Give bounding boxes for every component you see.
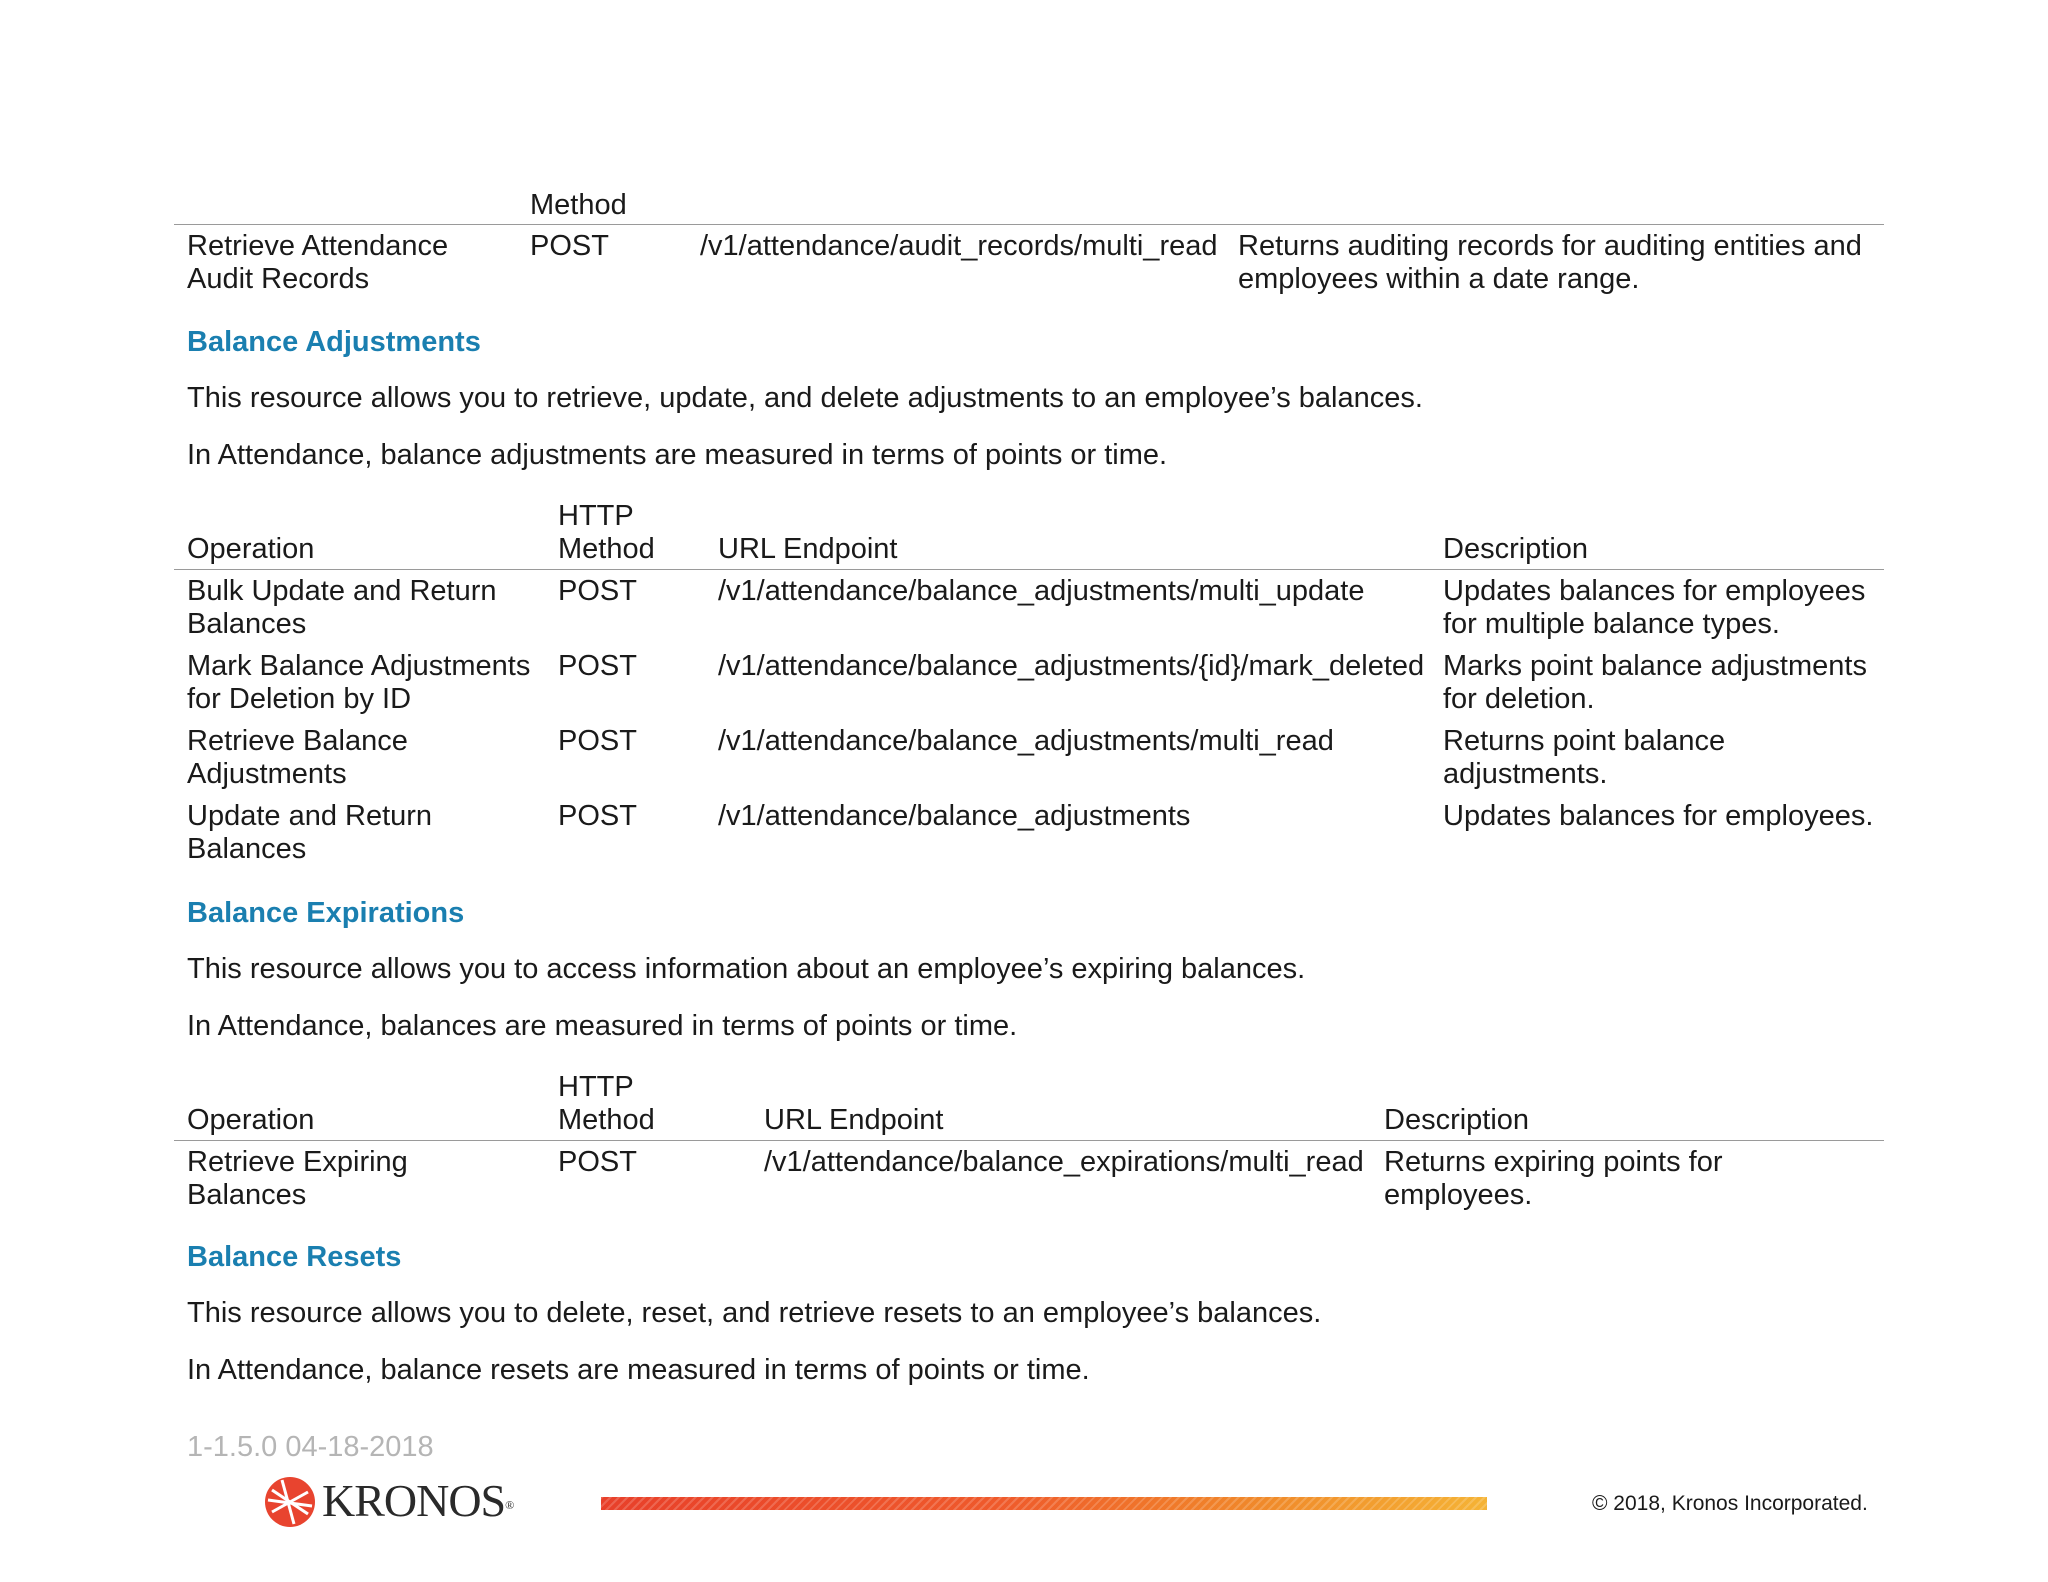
description-cell-line2: adjustments. [1443,758,1608,790]
table-header-rule [174,224,1884,225]
method-cell: POST [558,725,637,757]
header-method-line1: HTTP [558,500,634,532]
section-paragraph: In Attendance, balance resets are measured in terms of points or time. [187,1354,1090,1386]
operation-cell-line2: Balances [187,1179,307,1211]
description-cell: Updates balances for employees. [1443,800,1874,832]
endpoint-cell: /v1/attendance/balance_expirations/multi_read [764,1146,1364,1178]
description-cell: Returns expiring points for [1384,1146,1723,1178]
description-cell-line2: employees. [1384,1179,1533,1211]
table-header-method-partial: Method [530,189,627,221]
operation-cell: Retrieve Expiring [187,1146,408,1178]
section-heading-balance-expirations: Balance Expirations [187,897,465,929]
logo-registered-mark: ® [505,1498,514,1512]
description-cell: Returns point balance [1443,725,1726,757]
header-endpoint: URL Endpoint [718,533,898,565]
method-cell: POST [558,800,637,832]
operation-cell-line2: Balances [187,608,307,640]
description-cell-line2: for deletion. [1443,683,1595,715]
method-cell: POST [530,230,609,262]
kronos-logo [264,1474,514,1530]
header-endpoint: URL Endpoint [764,1104,944,1136]
description-cell: Marks point balance adjustments [1443,650,1867,682]
logo-wordmark: KRONOS [322,1475,506,1526]
header-operation: Operation [187,1104,315,1136]
operation-cell: Mark Balance Adjustments [187,650,531,682]
operation-cell: Bulk Update and Return [187,575,497,607]
header-method-line2: Method [558,1104,655,1136]
header-method-line1: HTTP [558,1071,634,1103]
footer-gradient-bar [601,1497,1487,1510]
header-method-line2: Method [558,533,655,565]
version-label: 1-1.5.0 04-18-2018 [187,1431,434,1463]
operation-cell-line2: Balances [187,833,307,865]
endpoint-cell: /v1/attendance/balance_adjustments/multi_update [718,575,1365,607]
header-description: Description [1443,533,1589,565]
section-paragraph: This resource allows you to retrieve, update, and delete adjustments to an employee’s balances. [187,382,1423,414]
method-cell: POST [558,650,637,682]
endpoint-cell: /v1/attendance/audit_records/multi_read [700,230,1218,262]
table-header-rule [174,1140,1884,1141]
operation-cell: Update and Return [187,800,433,832]
kronos-logo-icon [264,1476,316,1528]
table-header-rule [174,569,1884,570]
endpoint-cell: /v1/attendance/balance_adjustments/{id}/mark_deleted [718,650,1425,682]
header-description: Description [1384,1104,1530,1136]
section-paragraph: In Attendance, balances are measured in terms of points or time. [187,1010,1018,1042]
operation-cell: Retrieve Attendance [187,230,449,262]
section-paragraph: This resource allows you to delete, reset, and retrieve resets to an employee’s balances. [187,1297,1322,1329]
endpoint-cell: /v1/attendance/balance_adjustments [718,800,1191,832]
description-cell: Updates balances for employees [1443,575,1866,607]
section-heading-balance-resets: Balance Resets [187,1241,402,1273]
operation-cell-line2: Adjustments [187,758,347,790]
section-heading-balance-adjustments: Balance Adjustments [187,326,481,358]
description-cell-line2: for multiple balance types. [1443,608,1780,640]
section-paragraph: This resource allows you to access information about an employee’s expiring balances. [187,953,1306,985]
operation-cell-line2: Audit Records [187,263,370,295]
description-cell-line2: employees within a date range. [1238,263,1640,295]
operation-cell: Retrieve Balance [187,725,408,757]
copyright-text: © 2018, Kronos Incorporated. [1592,1492,1868,1515]
section-paragraph: In Attendance, balance adjustments are measured in terms of points or time. [187,439,1168,471]
header-operation: Operation [187,533,315,565]
method-cell: POST [558,575,637,607]
description-cell: Returns auditing records for auditing entities and [1238,230,1862,262]
operation-cell-line2: for Deletion by ID [187,683,412,715]
kronos-logo-text [322,1476,513,1526]
method-cell: POST [558,1146,637,1178]
endpoint-cell: /v1/attendance/balance_adjustments/multi_read [718,725,1334,757]
